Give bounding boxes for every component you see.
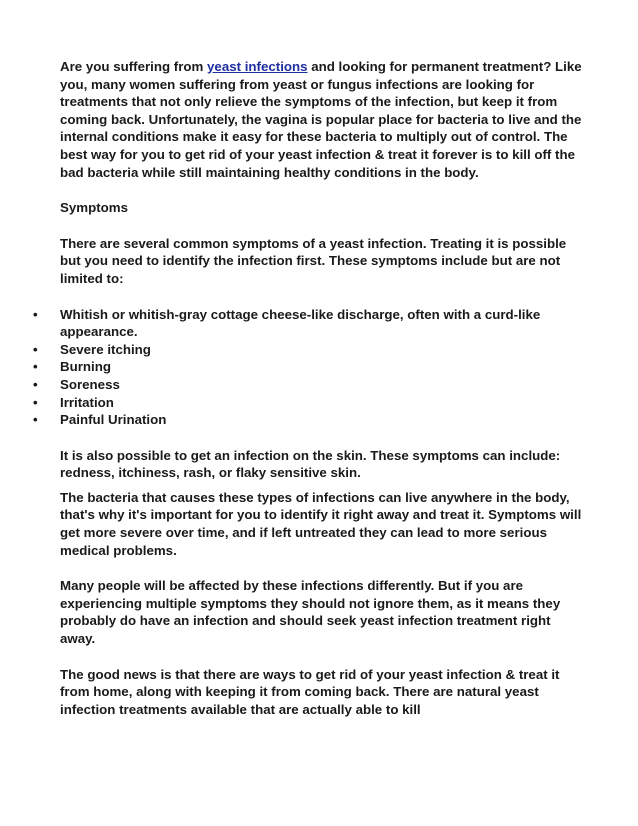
intro-paragraph bbox=[60, 58, 585, 181]
list-item bbox=[33, 394, 585, 412]
list-item-text: Severe itching bbox=[60, 341, 151, 357]
bullet-icon: • bbox=[33, 394, 38, 410]
list-item bbox=[33, 306, 585, 341]
list-item-text: Soreness bbox=[60, 376, 120, 392]
list-item bbox=[33, 376, 585, 394]
symptoms-intro-paragraph: There are several common symptoms of a yeast infection. Treating it is possible but you need to identify the infection first. These symptoms include but are not limited to: bbox=[60, 235, 567, 286]
bullet-icon: • bbox=[33, 412, 38, 428]
affected-people-paragraph: Many people will be affected by these infections differently. But if you are experiencing multiple symptoms they should not ignore them, as it means they probably do have an infection and should seek yeast infection treatment right away. bbox=[60, 578, 561, 647]
good-news-paragraph: The good news is that there are ways to get rid of your yeast infection & treat it from home, along with keeping it from coming back. There are natural yeast infection treatments available that are actually able to kill bbox=[60, 666, 560, 717]
skin-symptoms-paragraph: It is also possible to get an infection on the skin. These symptoms can include: redness, itchiness, rash, or flaky sensitive skin. bbox=[60, 447, 561, 481]
bacteria-paragraph: The bacteria that causes these types of infections can live anywhere in the body, that's why it's important for you to identify it right away and treat it. Symptoms will get more severe over time, and if left untreated they can lead to more serious medical problems. bbox=[60, 489, 582, 558]
symptoms-heading: Symptoms bbox=[60, 200, 128, 216]
bullet-icon: • bbox=[33, 359, 38, 375]
list-item-text: Whitish or whitish-gray cottage cheese-like discharge, often with a curd-like appearance. bbox=[60, 306, 541, 340]
bullet-icon: • bbox=[33, 306, 38, 322]
yeast-infections-link[interactable]: yeast infections bbox=[207, 59, 308, 74]
list-item bbox=[33, 358, 585, 376]
list-item-text: Irritation bbox=[60, 394, 114, 410]
bullet-icon: • bbox=[33, 376, 38, 392]
list-item-text: Painful Urination bbox=[60, 412, 167, 428]
bullet-icon: • bbox=[33, 341, 38, 357]
document-page bbox=[33, 58, 585, 718]
intro-text-after-link: and looking for permanent treatment? Like you, many women suffering from yeast or fungus infections are looking for treatments that not only relieve the symptoms of the infection, but keep it from coming back. Unfortunately, the vagina is popular place for bacteria to live and the internal conditions make it easy for these bacteria to multiply out of control. The best way for you to get rid of your yeast infection & treat it forever is to kill off the bad bacteria while still maintaining healthy conditions in the body. bbox=[60, 59, 582, 180]
list-item-text: Burning bbox=[60, 359, 111, 375]
list-item bbox=[33, 341, 585, 359]
intro-text-before-link: Are you suffering from bbox=[60, 59, 208, 74]
list-item bbox=[33, 411, 585, 429]
symptoms-list bbox=[33, 306, 585, 429]
